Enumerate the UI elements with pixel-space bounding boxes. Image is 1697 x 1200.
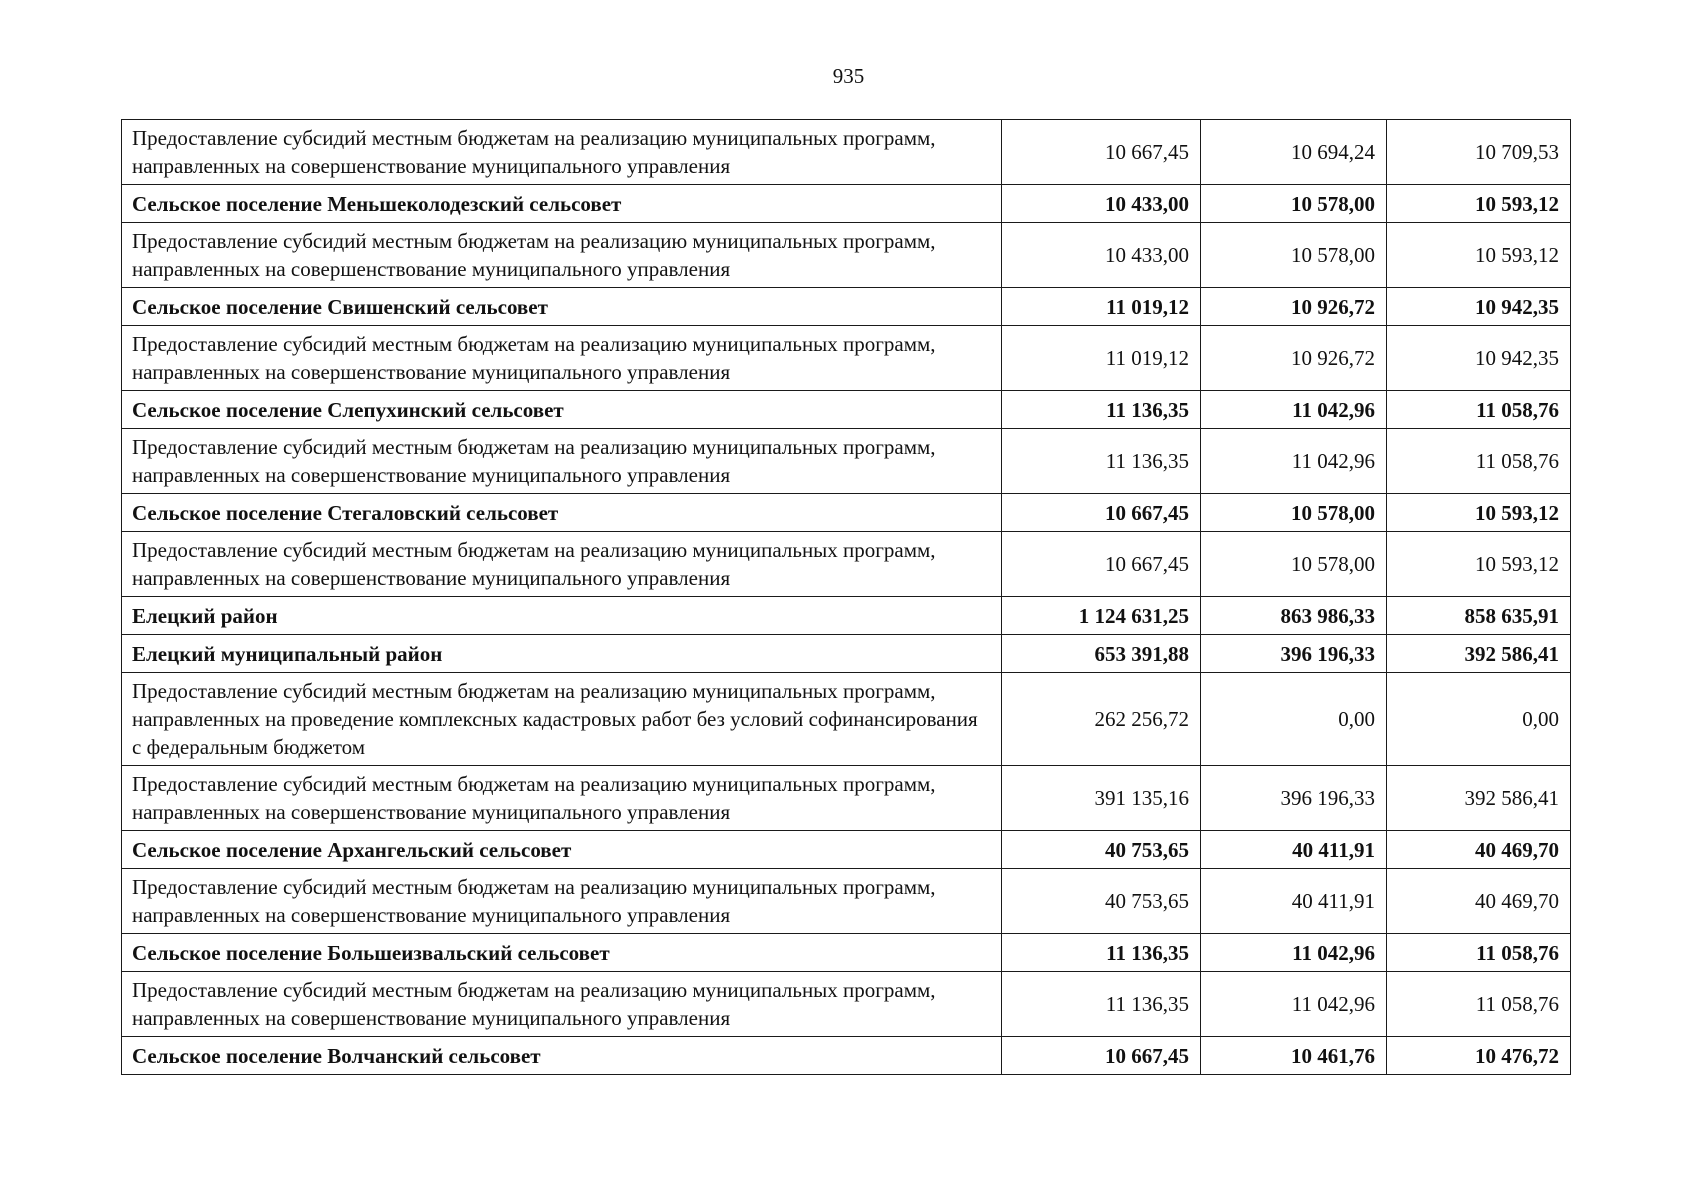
value-col-2: 10 578,00 <box>1201 223 1387 288</box>
subsidy-row <box>122 532 1571 597</box>
value-col-2: 40 411,91 <box>1201 869 1387 934</box>
value-col-1: 1 124 631,25 <box>1002 597 1201 635</box>
value-col-3: 11 058,76 <box>1387 934 1571 972</box>
subsidy-row <box>122 326 1571 391</box>
value-col-2: 0,00 <box>1201 673 1387 766</box>
value-col-1: 11 019,12 <box>1002 288 1201 326</box>
value-col-3: 11 058,76 <box>1387 429 1571 494</box>
value-col-1: 11 136,35 <box>1002 391 1201 429</box>
row-name: Сельское поселение Архангельский сельсовет <box>122 831 1002 869</box>
value-col-3: 10 593,12 <box>1387 185 1571 223</box>
subsidy-row <box>122 766 1571 831</box>
row-name: Предоставление субсидий местным бюджетам на реализацию муниципальных программ, направленных на совершенствование муниципального управления <box>122 972 1002 1037</box>
row-name: Предоставление субсидий местным бюджетам на реализацию муниципальных программ, направленных на проведение комплексных кадастровых работ без условий софинансирования с федеральным бюджетом <box>122 673 1002 766</box>
value-col-2: 10 578,00 <box>1201 532 1387 597</box>
row-name: Сельское поселение Стегаловский сельсовет <box>122 494 1002 532</box>
value-col-3: 392 586,41 <box>1387 766 1571 831</box>
value-col-3: 858 635,91 <box>1387 597 1571 635</box>
row-name: Елецкий муниципальный район <box>122 635 1002 673</box>
value-col-2: 863 986,33 <box>1201 597 1387 635</box>
row-name: Сельское поселение Волчанский сельсовет <box>122 1037 1002 1075</box>
value-col-2: 10 461,76 <box>1201 1037 1387 1075</box>
value-col-1: 653 391,88 <box>1002 635 1201 673</box>
value-col-3: 10 942,35 <box>1387 326 1571 391</box>
settlement-row <box>122 288 1571 326</box>
value-col-3: 392 586,41 <box>1387 635 1571 673</box>
district-row <box>122 635 1571 673</box>
value-col-3: 10 709,53 <box>1387 120 1571 185</box>
subsidy-row <box>122 972 1571 1037</box>
subsidy-row <box>122 869 1571 934</box>
subsidy-row <box>122 673 1571 766</box>
settlement-row <box>122 494 1571 532</box>
subsidy-row <box>122 429 1571 494</box>
value-col-2: 396 196,33 <box>1201 766 1387 831</box>
value-col-1: 40 753,65 <box>1002 869 1201 934</box>
value-col-3: 40 469,70 <box>1387 869 1571 934</box>
value-col-3: 10 593,12 <box>1387 223 1571 288</box>
value-col-3: 40 469,70 <box>1387 831 1571 869</box>
page-number: 935 <box>832 64 865 88</box>
value-col-1: 10 667,45 <box>1002 1037 1201 1075</box>
value-col-2: 11 042,96 <box>1201 972 1387 1037</box>
row-name: Предоставление субсидий местным бюджетам на реализацию муниципальных программ, направленных на совершенствование муниципального управления <box>122 766 1002 831</box>
value-col-1: 391 135,16 <box>1002 766 1201 831</box>
value-col-2: 11 042,96 <box>1201 934 1387 972</box>
value-col-2: 10 578,00 <box>1201 494 1387 532</box>
row-name: Предоставление субсидий местным бюджетам на реализацию муниципальных программ, направленных на совершенствование муниципального управления <box>122 869 1002 934</box>
value-col-1: 10 433,00 <box>1002 185 1201 223</box>
row-name: Елецкий район <box>122 597 1002 635</box>
value-col-3: 10 476,72 <box>1387 1037 1571 1075</box>
value-col-2: 10 694,24 <box>1201 120 1387 185</box>
settlement-row <box>122 1037 1571 1075</box>
row-name: Сельское поселение Слепухинский сельсовет <box>122 391 1002 429</box>
value-col-1: 10 667,45 <box>1002 120 1201 185</box>
value-col-1: 11 019,12 <box>1002 326 1201 391</box>
row-name: Предоставление субсидий местным бюджетам на реализацию муниципальных программ, направленных на совершенствование муниципального управления <box>122 326 1002 391</box>
value-col-1: 10 667,45 <box>1002 494 1201 532</box>
row-name: Предоставление субсидий местным бюджетам на реализацию муниципальных программ, направленных на совершенствование муниципального управления <box>122 429 1002 494</box>
budget-table <box>121 119 1571 1075</box>
value-col-1: 11 136,35 <box>1002 429 1201 494</box>
row-name: Сельское поселение Меньшеколодезский сельсовет <box>122 185 1002 223</box>
value-col-1: 11 136,35 <box>1002 972 1201 1037</box>
value-col-3: 10 593,12 <box>1387 494 1571 532</box>
value-col-1: 10 667,45 <box>1002 532 1201 597</box>
row-name: Предоставление субсидий местным бюджетам на реализацию муниципальных программ, направленных на совершенствование муниципального управления <box>122 532 1002 597</box>
row-name: Сельское поселение Свишенский сельсовет <box>122 288 1002 326</box>
value-col-1: 11 136,35 <box>1002 934 1201 972</box>
value-col-2: 396 196,33 <box>1201 635 1387 673</box>
value-col-2: 11 042,96 <box>1201 391 1387 429</box>
subsidy-row <box>122 120 1571 185</box>
value-col-3: 10 942,35 <box>1387 288 1571 326</box>
row-name: Предоставление субсидий местным бюджетам на реализацию муниципальных программ, направленных на совершенствование муниципального управления <box>122 223 1002 288</box>
settlement-row <box>122 831 1571 869</box>
value-col-3: 10 593,12 <box>1387 532 1571 597</box>
budget-table-body <box>122 120 1571 1075</box>
subsidy-row <box>122 223 1571 288</box>
settlement-row <box>122 934 1571 972</box>
settlement-row <box>122 185 1571 223</box>
row-name: Предоставление субсидий местным бюджетам на реализацию муниципальных программ, направленных на совершенствование муниципального управления <box>122 120 1002 185</box>
value-col-1: 10 433,00 <box>1002 223 1201 288</box>
value-col-3: 0,00 <box>1387 673 1571 766</box>
value-col-2: 10 926,72 <box>1201 288 1387 326</box>
value-col-1: 262 256,72 <box>1002 673 1201 766</box>
value-col-2: 10 578,00 <box>1201 185 1387 223</box>
value-col-2: 11 042,96 <box>1201 429 1387 494</box>
row-name: Сельское поселение Большеизвальский сельсовет <box>122 934 1002 972</box>
district-row <box>122 597 1571 635</box>
value-col-3: 11 058,76 <box>1387 391 1571 429</box>
value-col-3: 11 058,76 <box>1387 972 1571 1037</box>
value-col-2: 10 926,72 <box>1201 326 1387 391</box>
value-col-1: 40 753,65 <box>1002 831 1201 869</box>
value-col-2: 40 411,91 <box>1201 831 1387 869</box>
settlement-row <box>122 391 1571 429</box>
